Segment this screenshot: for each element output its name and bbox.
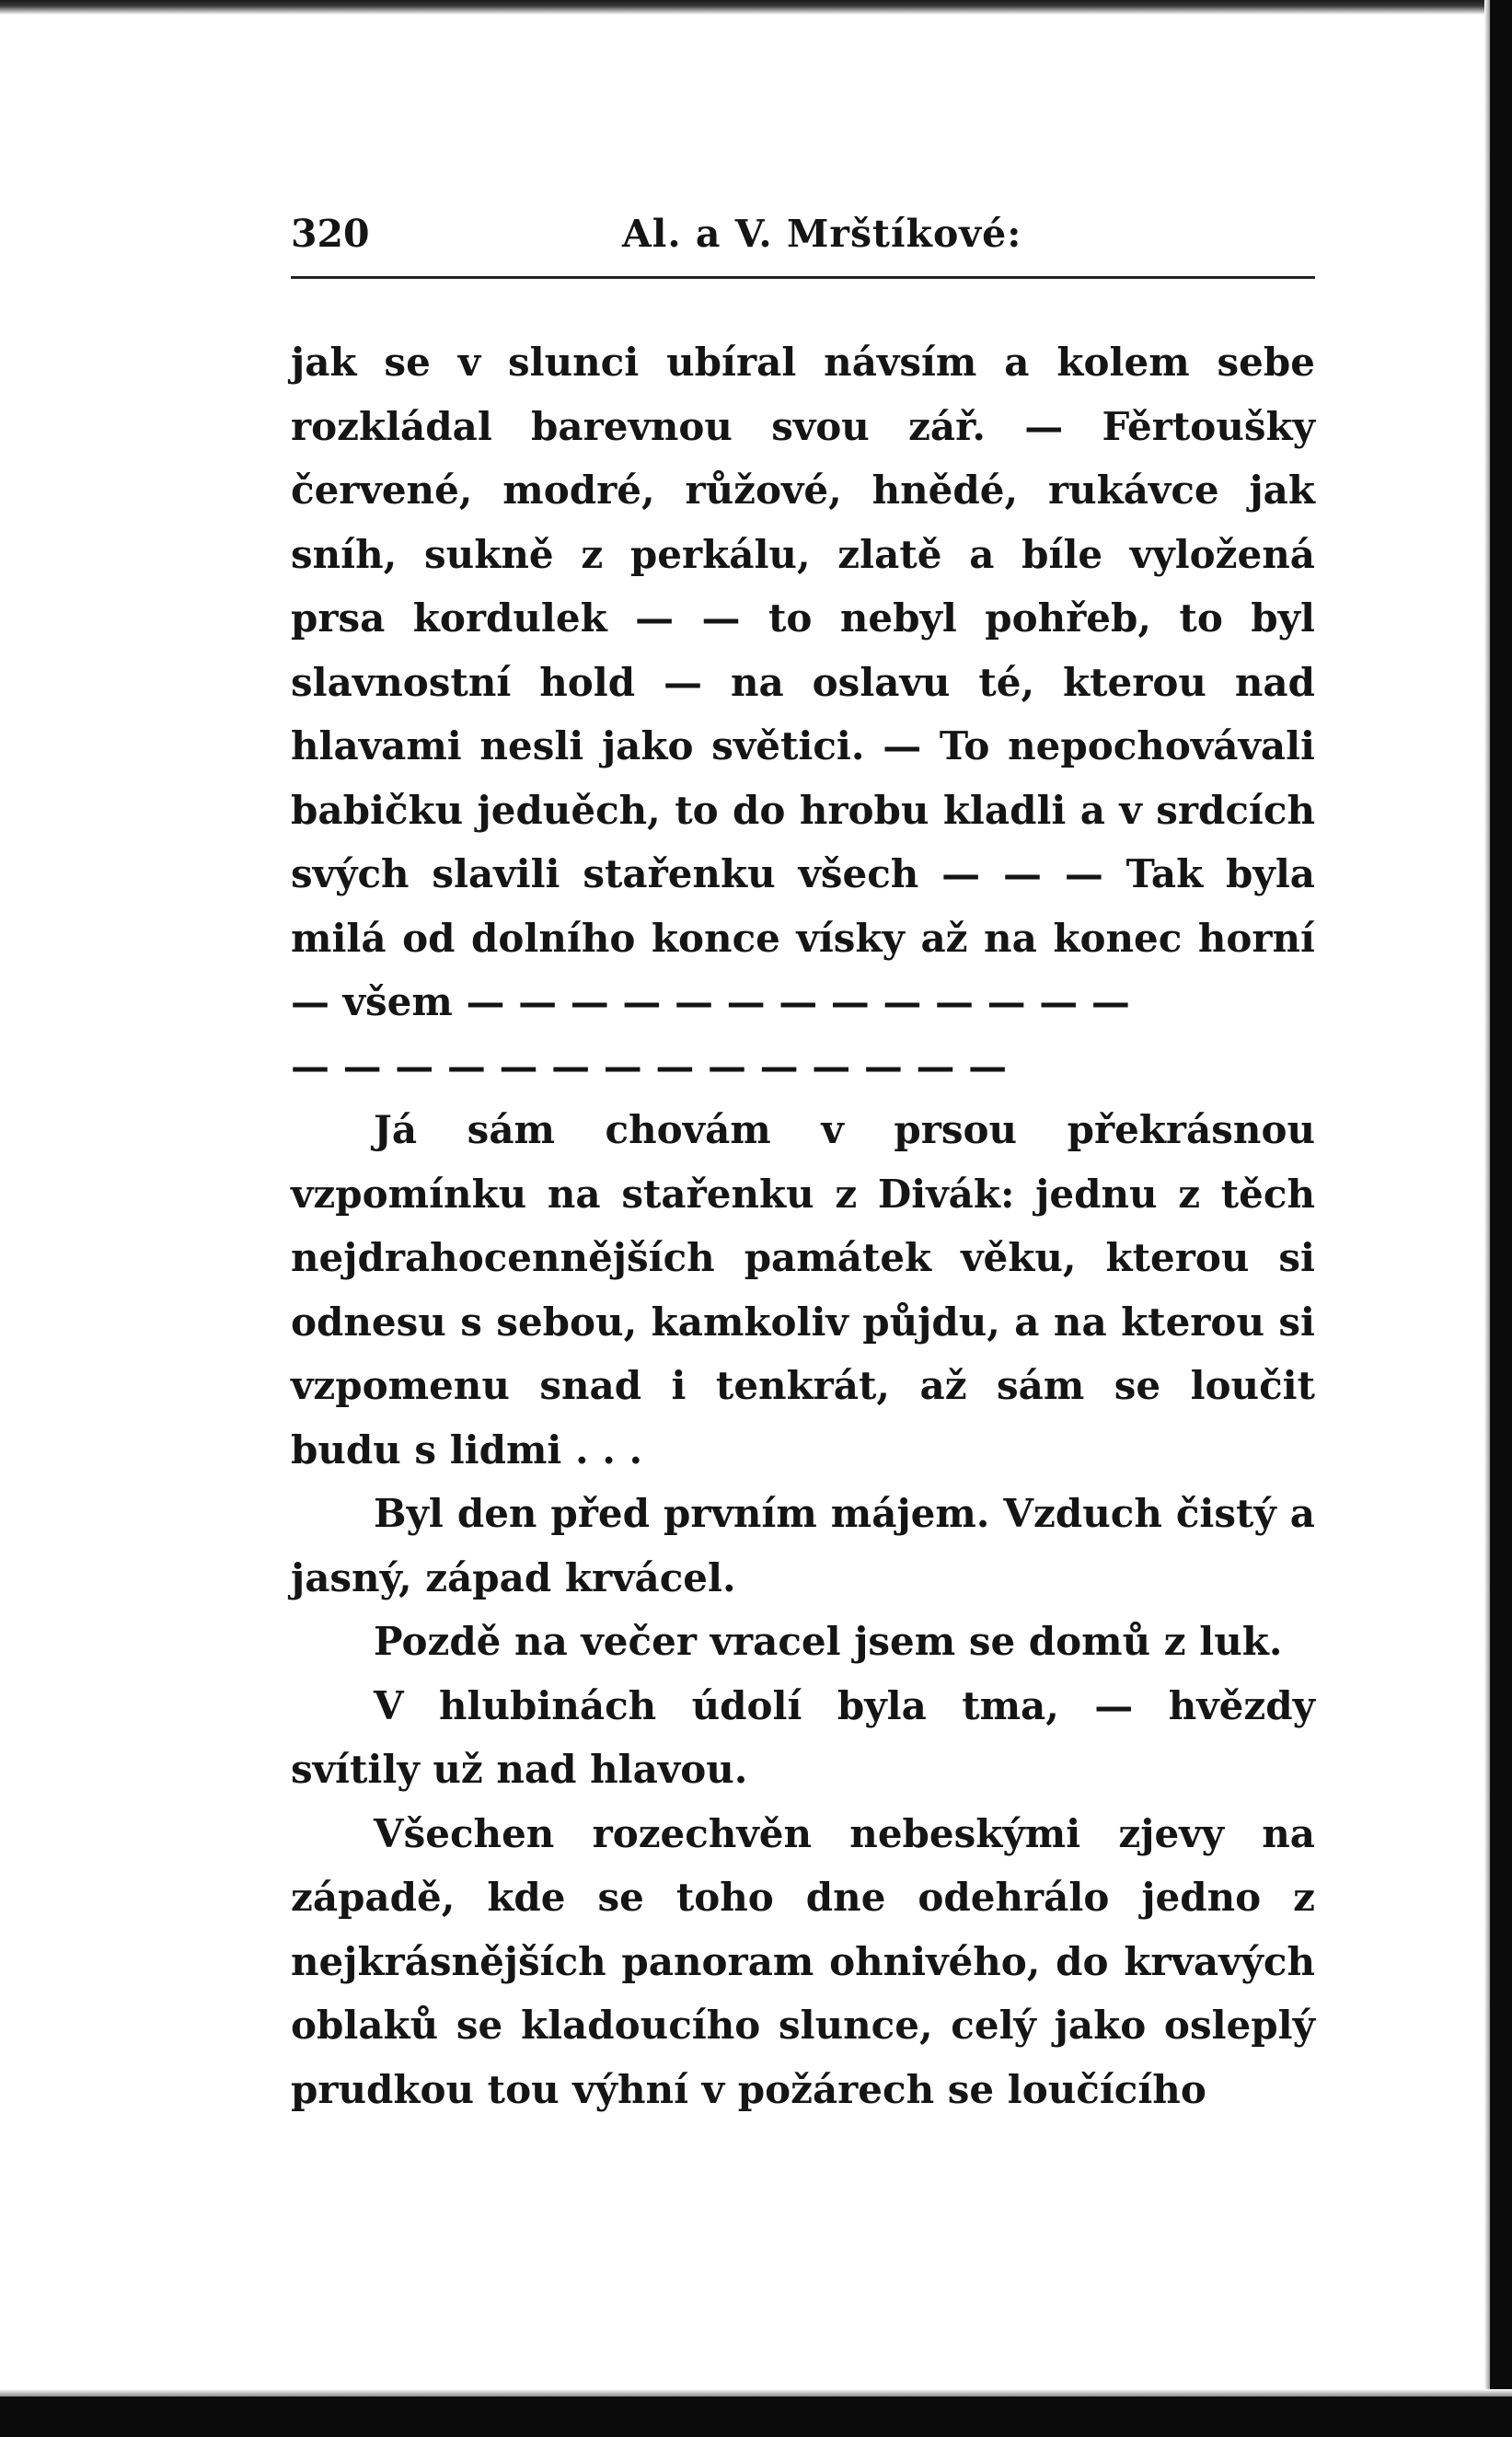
page-number: 320 [291, 212, 370, 256]
body-text [291, 330, 1315, 2121]
header-rule [291, 276, 1315, 279]
paragraph: V hlubinách údolí byla tma, — hvězdy svítily už nad hlavou. [291, 1682, 1315, 1792]
book-page [291, 204, 1315, 2121]
running-head [291, 204, 1315, 263]
dash-separator-line: — — — — — — — — — — — — — — [291, 1043, 1008, 1089]
scan-shadow-bottom [0, 2389, 1512, 2397]
scan-border-top [0, 0, 1512, 15]
paragraph: Všechen rozechvěn nebeskými zjevy na západě, kde se toho dne odehrálo jedno z nejkrásnějších panoram ohnivého, do krvavých oblaků se kladoucího slunce, celý jako osleplý prudkou tou výhní v požárech se loučícího [291, 1810, 1315, 2112]
paragraph-continuation: jak se v slunci ubíral návsím a kolem sebe rozkládal barevnou svou zář. — Fěrtoušky červené, modré, růžové, hnědé, rukávce jak sníh, sukně z perkálu, zlatě a bíle vyložená prsa kordulek — — to nebyl pohřeb, to byl slavnostní hold — na oslavu té, kterou nad hlavami nesli jako světici. — To nepochovávali babičku jeduěch, to do hrobu kladli a v srdcích svých slavili stařenku všech — — — Tak byla milá od dolního konce vísky až na konec horní — všem — — — — — — — — — — — — — [291, 340, 1315, 1024]
scan-border-right [1490, 0, 1512, 2437]
paragraph: Já sám chovám v prsou překrásnou vzpomínku na stařenku z Divák: jednu z těch nejdrahocennějších památek věku, kterou si odnesu s sebou, kamkoliv půjdu, a na kterou si vzpomenu snad i tenkrát, až sám se loučit budu s lidmi . . . [291, 1107, 1315, 1473]
paragraph: Byl den před prvním májem. Vzduch čistý a jasný, západ krvácel. [291, 1491, 1315, 1600]
paragraph: Pozdě na večer vracel jsem se domů z luk. [374, 1619, 1283, 1664]
running-title: Al. a V. Mrštíkové: [622, 212, 1022, 256]
scan-border-bottom [0, 2397, 1512, 2437]
